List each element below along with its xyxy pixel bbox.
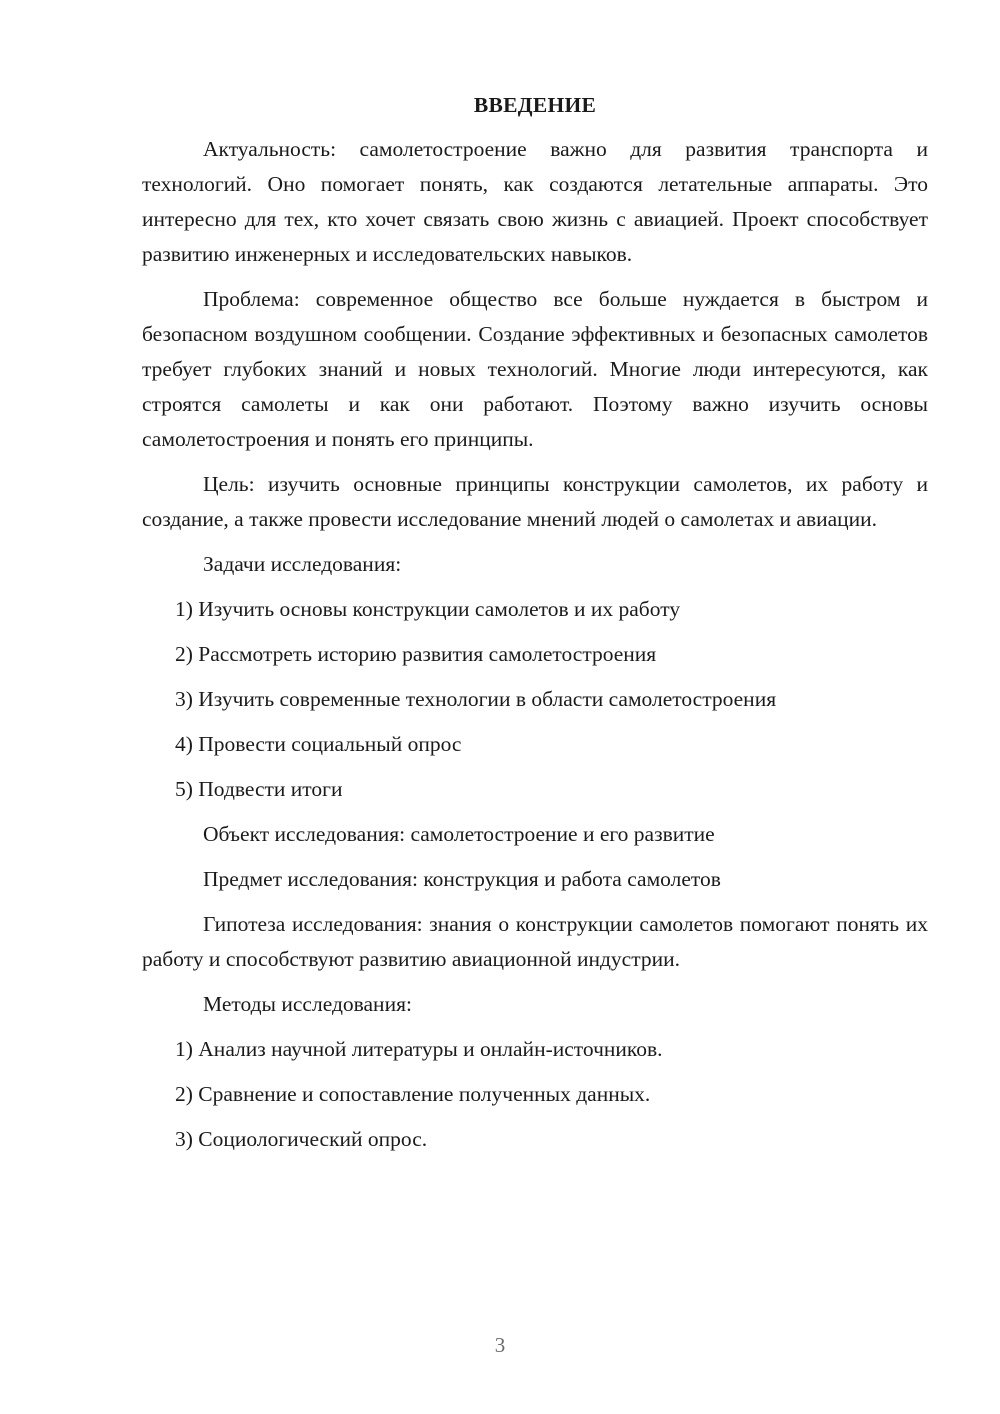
research-object: Объект исследования: самолетостроение и его развитие: [203, 822, 715, 846]
task-item-3: 3) Изучить современные технологии в области самолетостроения: [175, 687, 777, 711]
document-title: ВВЕДЕНИЕ: [473, 93, 597, 117]
task-item-2: 2) Рассмотреть историю развития самолетостроения: [175, 642, 657, 666]
tasks-heading: Задачи исследования:: [203, 552, 402, 576]
task-item-5: 5) Подвести итоги: [175, 777, 343, 801]
method-item-1: 1) Анализ научной литературы и онлайн-источников.: [175, 1037, 663, 1061]
goal-paragraph: Цель: изучить основные принципы конструкции самолетов, их работу и создание, а также провести исследование мнений людей о самолетах и авиации.: [142, 472, 928, 531]
method-item-3: 3) Социологический опрос.: [175, 1127, 428, 1151]
methods-heading: Методы исследования:: [203, 992, 412, 1016]
task-item-1: 1) Изучить основы конструкции самолетов и их работу: [175, 597, 681, 621]
document-page: [142, 88, 928, 1167]
relevance-paragraph: Актуальность: самолетостроение важно для развития транспорта и технологий. Оно помогает понять, как создаются летательные аппараты. Это интересно для тех, кто хочет связать свою жизнь с авиацией. Проект способствует развитию инженерных и исследовательских навыков.: [142, 137, 928, 266]
research-subject: Предмет исследования: конструкция и работа самолетов: [203, 867, 721, 891]
page-number: 3: [494, 1333, 506, 1357]
hypothesis-paragraph: Гипотеза исследования: знания о конструкции самолетов помогают понять их работу и способствуют развитию авиационной индустрии.: [142, 912, 928, 971]
method-item-2: 2) Сравнение и сопоставление полученных данных.: [175, 1082, 651, 1106]
task-item-4: 4) Провести социальный опрос: [175, 732, 462, 756]
problem-paragraph: Проблема: современное общество все больше нуждается в быстром и безопасном воздушном сообщении. Создание эффективных и безопасных самолетов требует глубоких знаний и новых технологий. Многие люди интересуются, как строятся самолеты и как они работают. Поэтому важно изучить основы самолетостроения и понять его принципы.: [142, 287, 928, 451]
